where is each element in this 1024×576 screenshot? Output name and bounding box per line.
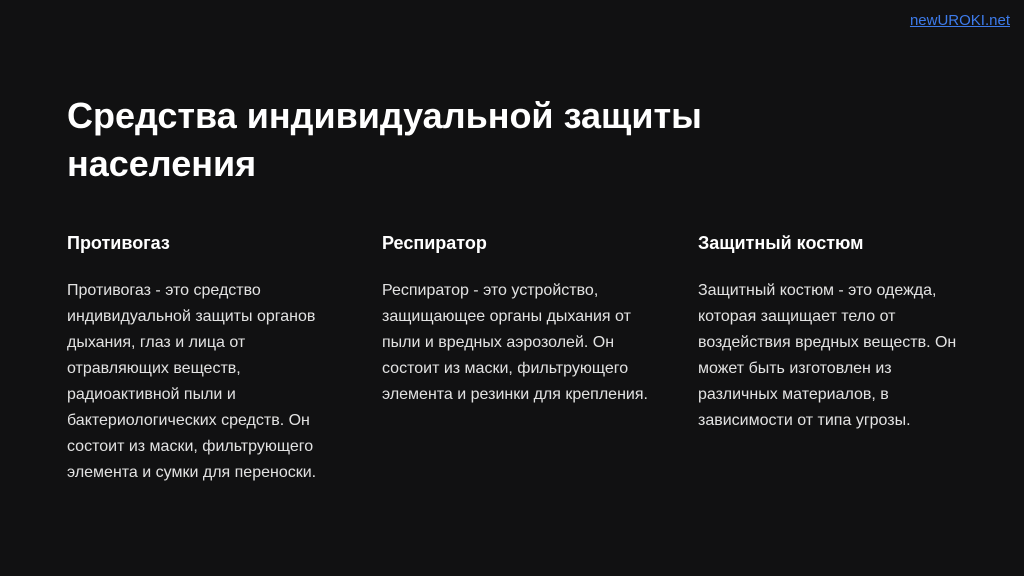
slide-title: Средства индивидуальной защиты населения: [67, 95, 702, 184]
column-text: Респиратор - это устройство, защищающее органы дыхания от пыли и вредных аэрозолей. Он состоит из маски, фильтрующего элемента и резинки для крепления.: [382, 282, 648, 403]
column-gas-mask: [67, 232, 342, 486]
column-heading: Респиратор: [382, 233, 487, 253]
column-heading: Защитный костюм: [698, 233, 864, 253]
column-heading: Противогаз: [67, 233, 170, 253]
column-protective-suit: [698, 232, 973, 434]
site-link[interactable]: newUROKI.net: [909, 12, 1010, 29]
column-text: Противогаз - это средство индивидуальной защиты органов дыхания, глаз и лица от отравляющих веществ, радиоактивной пыли и бактериологических средств. Он состоит из маски, фильтрующего элемента и сумки для переноски.: [67, 282, 317, 481]
column-text: Защитный костюм - это одежда, которая защищает тело от воздействия вредных веществ. Он может быть изготовлен из различных материалов, в зависимости от типа угрозы.: [698, 282, 957, 429]
column-respirator: [382, 232, 657, 408]
